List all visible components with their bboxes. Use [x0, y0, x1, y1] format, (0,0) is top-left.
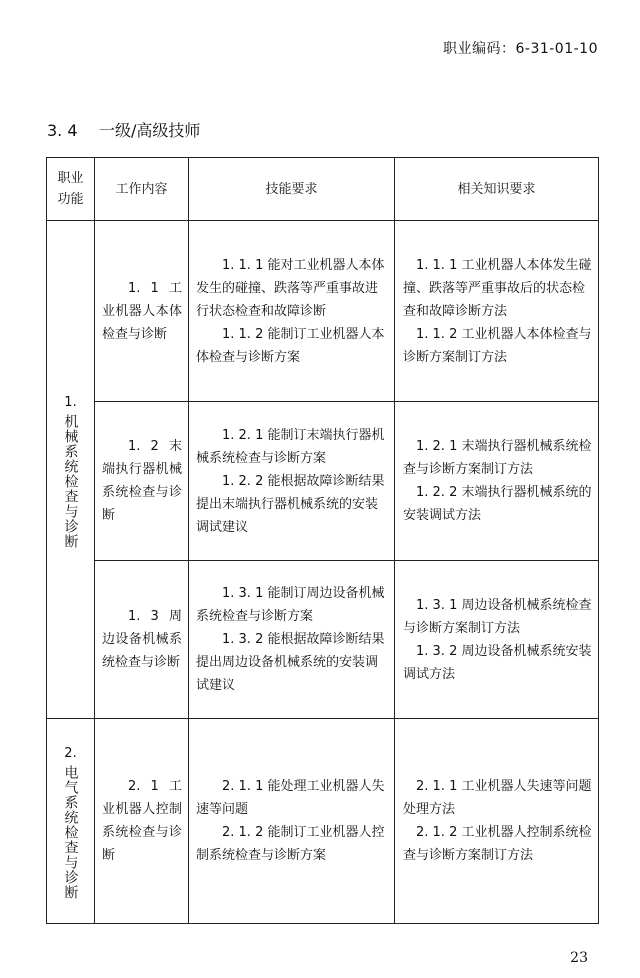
knowledge-item: 1. 2. 2 末端执行器机械系统的安装调试方法 — [403, 485, 592, 523]
knowledge-item: 2. 1. 1 工业机器人失速等问题处理方法 — [403, 779, 592, 817]
section-number: 3. 4 — [47, 121, 78, 140]
header-content: 工作内容 — [95, 158, 189, 221]
work-content: 1. 3 周边设备机械系统检查与诊断 — [102, 609, 182, 670]
skill-item: 2. 1. 1 能处理工业机器人失速等问题 — [196, 779, 385, 817]
knowledge-item: 1. 1. 1 工业机器人本体发生碰撞、跌落等严重事故后的状态检查和故障诊断方法 — [403, 257, 592, 319]
skill-item: 1. 2. 1 能制订末端执行器机械系统检查与诊断方案 — [196, 427, 385, 466]
knowledge-cell — [395, 561, 599, 719]
knowledge-item: 2. 1. 2 工业机器人控制系统检查与诊断方案制订方法 — [403, 825, 592, 863]
table-row — [47, 561, 599, 719]
page-number: 23 — [570, 950, 588, 966]
function-number: 2. — [64, 746, 77, 761]
work-content: 1. 2 末端执行器机械系统检查与诊断 — [102, 439, 182, 523]
header-function: 职业功能 — [47, 158, 95, 221]
work-content: 2. 1 工业机器人控制系统检查与诊断 — [102, 779, 182, 863]
knowledge-item: 1. 1. 2 工业机器人本体检查与诊断方案制订方法 — [403, 326, 592, 365]
work-content-cell — [95, 719, 189, 924]
function-name: 电气系统检查与诊断 — [62, 765, 79, 900]
header-skills: 技能要求 — [189, 158, 395, 221]
knowledge-cell — [395, 402, 599, 561]
work-content: 1. 1 工业机器人本体检查与诊断 — [102, 280, 182, 342]
skill-item: 1. 3. 2 能根据故障诊断结果提出周边设备机械系统的安装调试建议 — [196, 632, 385, 693]
skills-cell — [189, 561, 395, 719]
section-title — [47, 118, 200, 141]
function-cell-2 — [47, 719, 95, 924]
table-row — [47, 221, 599, 402]
knowledge-cell — [395, 719, 599, 924]
knowledge-item: 1. 3. 2 周边设备机械系统安装调试方法 — [403, 643, 592, 682]
skill-item: 1. 1. 2 能制订工业机器人本体检查与诊断方案 — [196, 326, 385, 365]
knowledge-item: 1. 3. 1 周边设备机械系统检查与诊断方案制订方法 — [403, 597, 592, 636]
table-header-row — [47, 158, 599, 221]
function-cell-1 — [47, 221, 95, 719]
skill-item: 1. 1. 1 能对工业机器人本体发生的碰撞、跌落等严重事故进行状态检查和故障诊断 — [196, 257, 385, 319]
work-content-cell — [95, 561, 189, 719]
occupation-code: 职业编码：6-31-01-10 — [442, 41, 598, 57]
skill-item: 1. 2. 2 能根据故障诊断结果提出末端执行器机械系统的安装调试建议 — [196, 473, 385, 535]
section-name: 一级/高级技师 — [99, 121, 201, 140]
knowledge-item: 1. 2. 1 末端执行器机械系统检查与诊断方案制订方法 — [403, 439, 592, 477]
table-row — [47, 402, 599, 561]
skill-item: 2. 1. 2 能制订工业机器人控制系统检查与诊断方案 — [196, 825, 385, 863]
skills-cell — [189, 719, 395, 924]
header-knowledge: 相关知识要求 — [395, 158, 599, 221]
requirements-table — [46, 157, 599, 924]
skills-cell — [189, 221, 395, 402]
table-row — [47, 719, 599, 924]
function-number: 1. — [64, 394, 77, 410]
skill-item: 1. 3. 1 能制订周边设备机械系统检查与诊断方案 — [196, 586, 385, 624]
function-name: 机械系统检查与诊断 — [62, 413, 79, 549]
work-content-cell — [95, 221, 189, 402]
knowledge-cell — [395, 221, 599, 402]
work-content-cell — [95, 402, 189, 561]
skills-cell — [189, 402, 395, 561]
